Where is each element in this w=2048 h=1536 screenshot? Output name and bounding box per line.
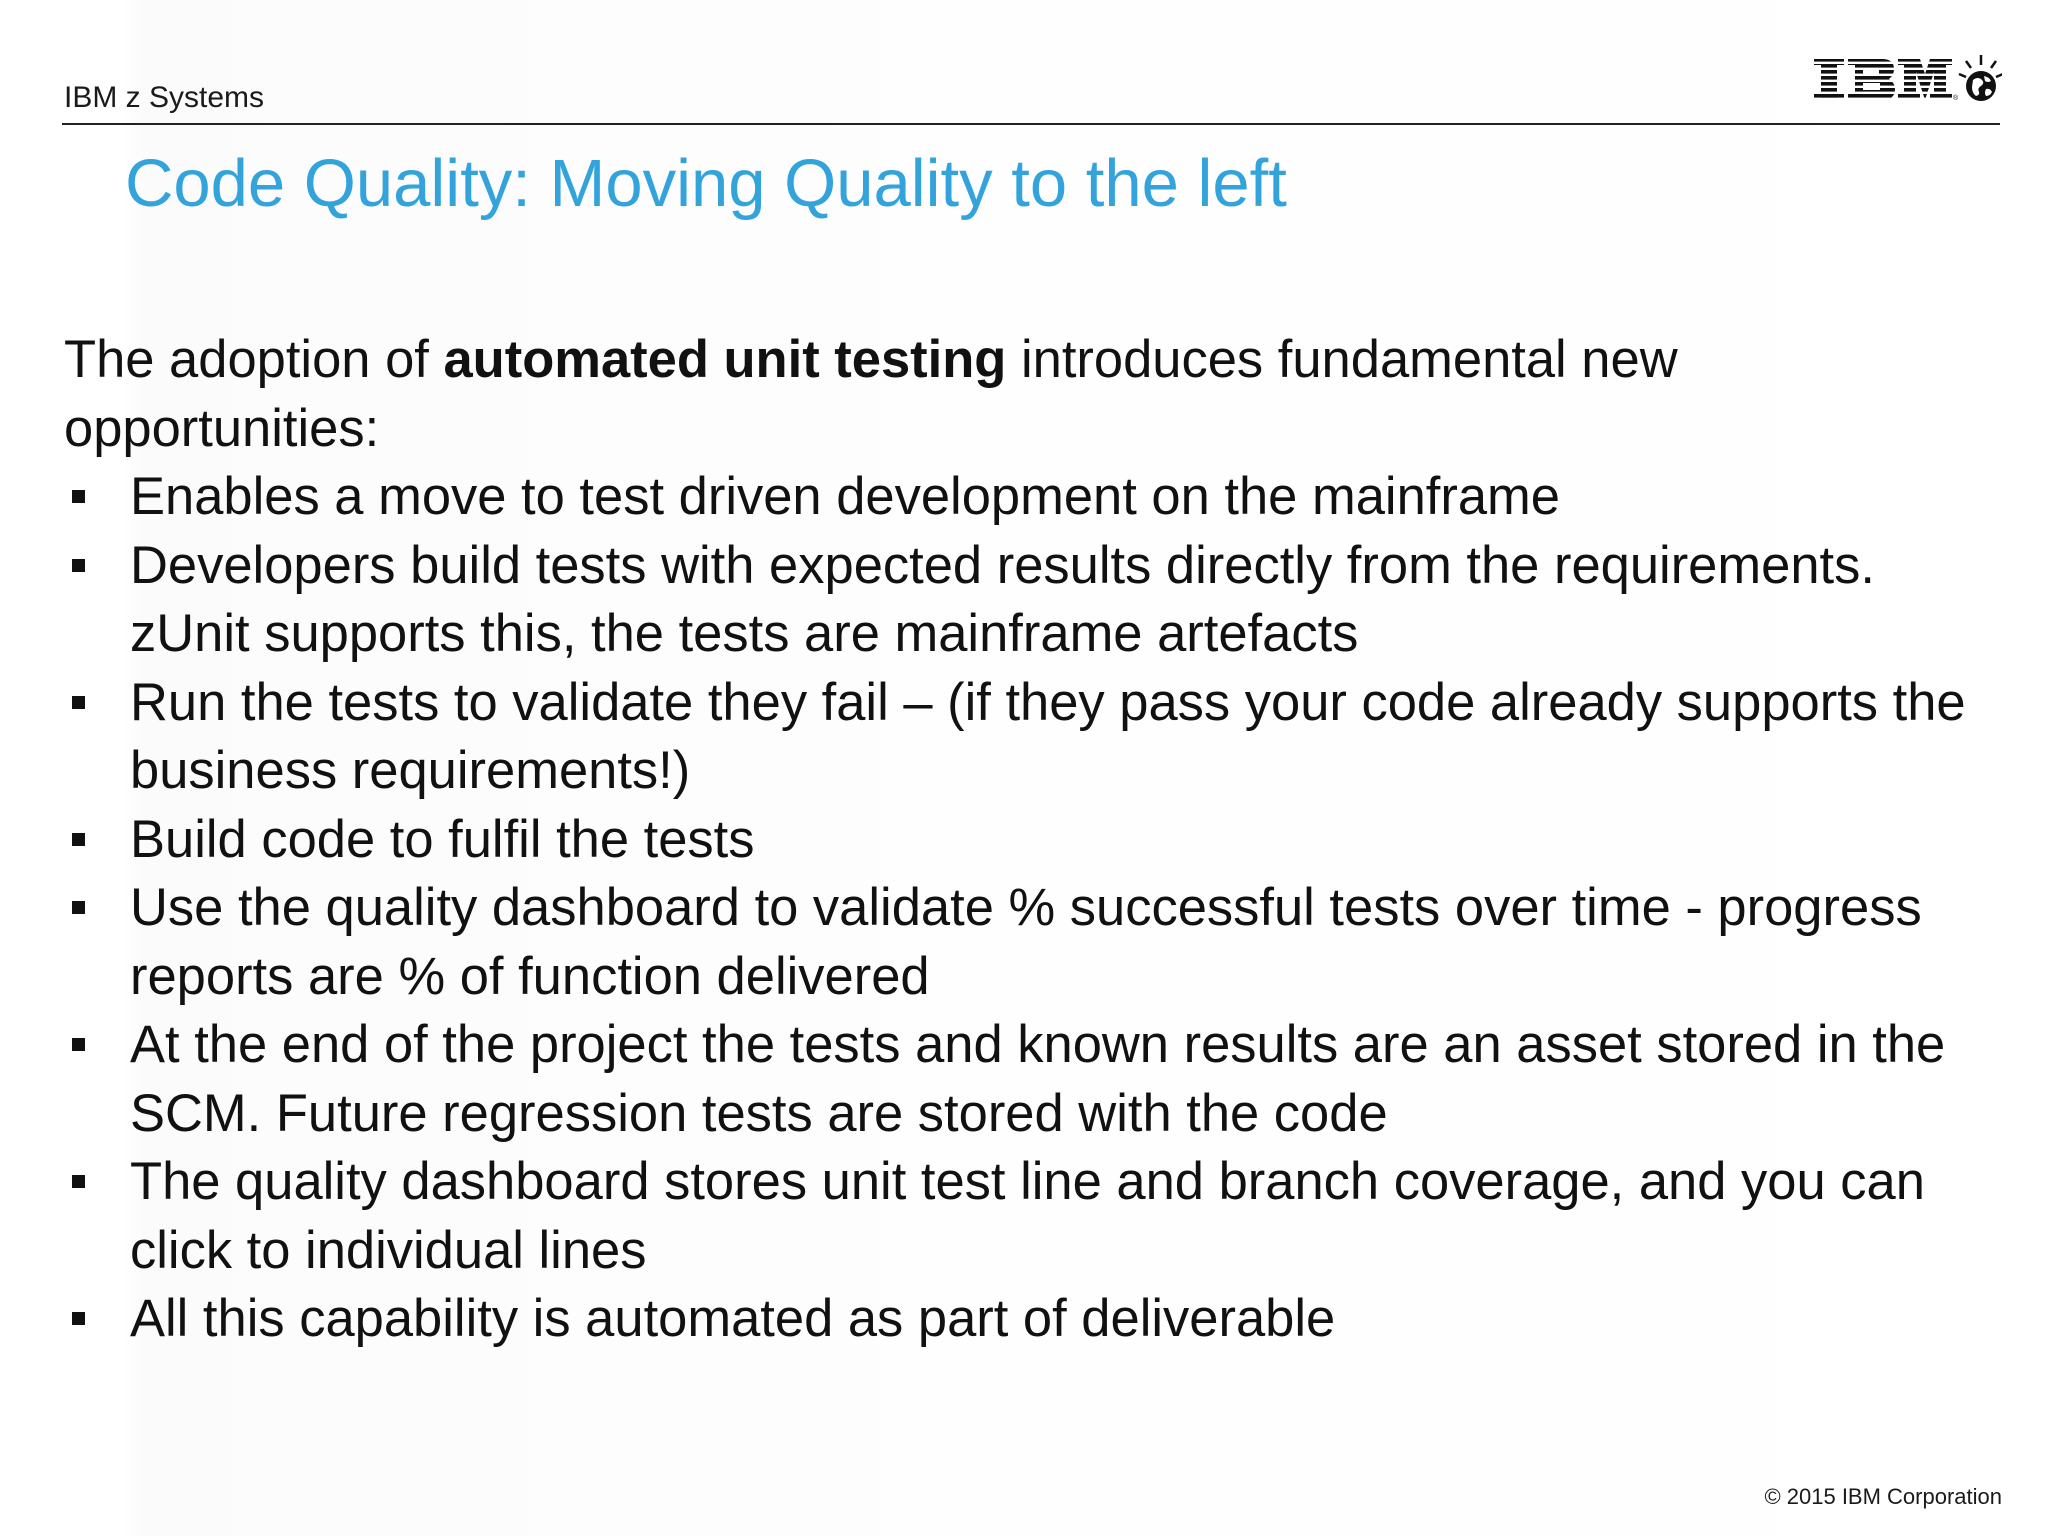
intro-text-after: introduces fundamental new opportunities: <box>64 330 1678 458</box>
bullet-square-icon <box>72 490 85 503</box>
bullet-list <box>64 463 2004 1354</box>
copyright-footer: © 2015 IBM Corporation <box>1764 1484 2002 1509</box>
bullet-item <box>64 532 2004 669</box>
svg-text:®: ® <box>1953 95 1959 102</box>
bullet-square-icon <box>72 833 85 846</box>
bullet-text: Use the quality dashboard to validate % successful tests over time - progress reports are % of function delivered <box>130 878 1922 1006</box>
bullet-item <box>64 669 2004 806</box>
bullet-item <box>64 463 2004 532</box>
bullet-item <box>64 806 2004 875</box>
header-label: IBM z Systems <box>64 81 265 114</box>
intro-paragraph <box>64 326 2004 463</box>
bullet-item <box>64 1148 2004 1285</box>
header-divider <box>62 123 2000 125</box>
bullet-text: The quality dashboard stores unit test line and branch coverage, and you can click to individual lines <box>130 1152 1925 1280</box>
bullet-square-icon <box>72 1038 85 1051</box>
bullet-text: Enables a move to test driven development on the mainframe <box>130 467 1560 526</box>
globe-bee-icon <box>1959 55 2002 101</box>
bullet-square-icon <box>72 696 85 709</box>
bullet-item <box>64 1285 2004 1354</box>
bullet-text: Build code to fulfil the tests <box>130 809 755 869</box>
slide-title: Code Quality: Moving Quality to the left <box>125 146 1287 221</box>
bullet-text: Developers build tests with expected results directly from the requirements. zUnit supports this, the tests are mainframe artefacts <box>130 535 1875 663</box>
bullet-square-icon <box>72 1312 85 1325</box>
bullet-text: Run the tests to validate they fail – (if they pass your code already supports the business requirements!) <box>130 672 1966 800</box>
bullet-item <box>64 874 2004 1011</box>
bullet-text: At the end of the project the tests and known results are an asset stored in the SCM. Future regression tests are stored with the code <box>130 1015 1946 1143</box>
intro-text-before: The adoption of <box>64 330 444 389</box>
bullet-square-icon <box>72 559 85 572</box>
ibm-logo <box>1812 52 2002 112</box>
bullet-item <box>64 1011 2004 1148</box>
bullet-square-icon <box>72 1175 85 1188</box>
bullet-square-icon <box>72 901 85 914</box>
intro-text-bold: automated unit testing <box>443 330 1007 389</box>
slide-body <box>64 326 2004 1354</box>
bullet-text: All this capability is automated as part of deliverable <box>130 1289 1336 1348</box>
